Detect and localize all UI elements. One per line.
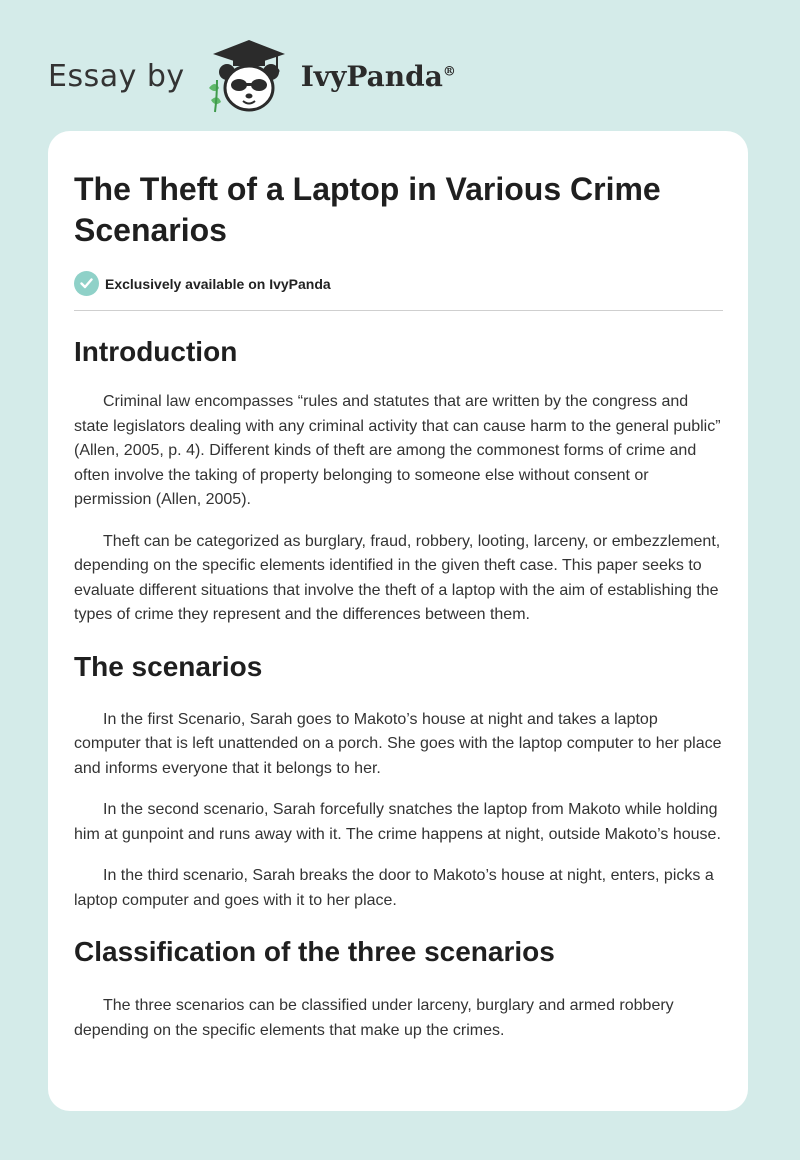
essay-by-label: Essay by [48, 58, 185, 94]
check-circle-icon [74, 271, 99, 296]
paragraph: In the second scenario, Sarah forcefully snatches the laptop from Makoto while holding him at gunpoint and runs away with it. The crime happens at night, outside Makoto’s house. [74, 801, 721, 843]
section-heading-scenarios: The scenarios [74, 650, 263, 682]
divider [74, 310, 723, 311]
ivypanda-logo-icon[interactable] [203, 36, 295, 116]
section-heading-classification: Classification of the three scenarios [74, 936, 555, 967]
article-title: The Theft of a Laptop in Various Crime Scenarios [74, 171, 661, 248]
paragraph: In the first Scenario, Sarah goes to Makoto’s house at night and takes a laptop computer that is left unattended on a porch. She goes with the laptop computer to her place and informs everyone that it belongs to her. [74, 710, 722, 777]
paragraph: Criminal law encompasses “rules and statutes that are written by the congress and state legislators dealing with any criminal activity that can cause harm to the general public” (Allen, 2005, p. 4). Different kinds of theft are among the commonest forms of crime and often involve the taking of property belonging to someone else without consent or permission (Allen, 2005). [74, 393, 721, 508]
exclusive-badge [74, 271, 722, 296]
article-card [48, 131, 748, 1111]
paragraph: In the third scenario, Sarah breaks the door to Makoto’s house at night, enters, picks a laptop computer and goes with it to her place. [74, 867, 714, 909]
exclusive-badge-label: Exclusively available on IvyPanda [105, 275, 331, 292]
paragraph: The three scenarios can be classified under larceny, burglary and armed robbery depending on the specific elements that make up the crimes. [74, 997, 674, 1039]
section-heading-introduction: Introduction [74, 336, 238, 367]
site-header [48, 36, 456, 116]
paragraph: Theft can be categorized as burglary, fraud, robbery, looting, larceny, or embezzlement, depending on the specific elements identified in the given theft case. This paper seeks to evaluate different situations that involve the theft of a laptop with the aim of establishing the types of crime they represent and the differences between them. [74, 532, 721, 623]
ivypanda-wordmark[interactable]: IvyPanda® [300, 59, 456, 93]
